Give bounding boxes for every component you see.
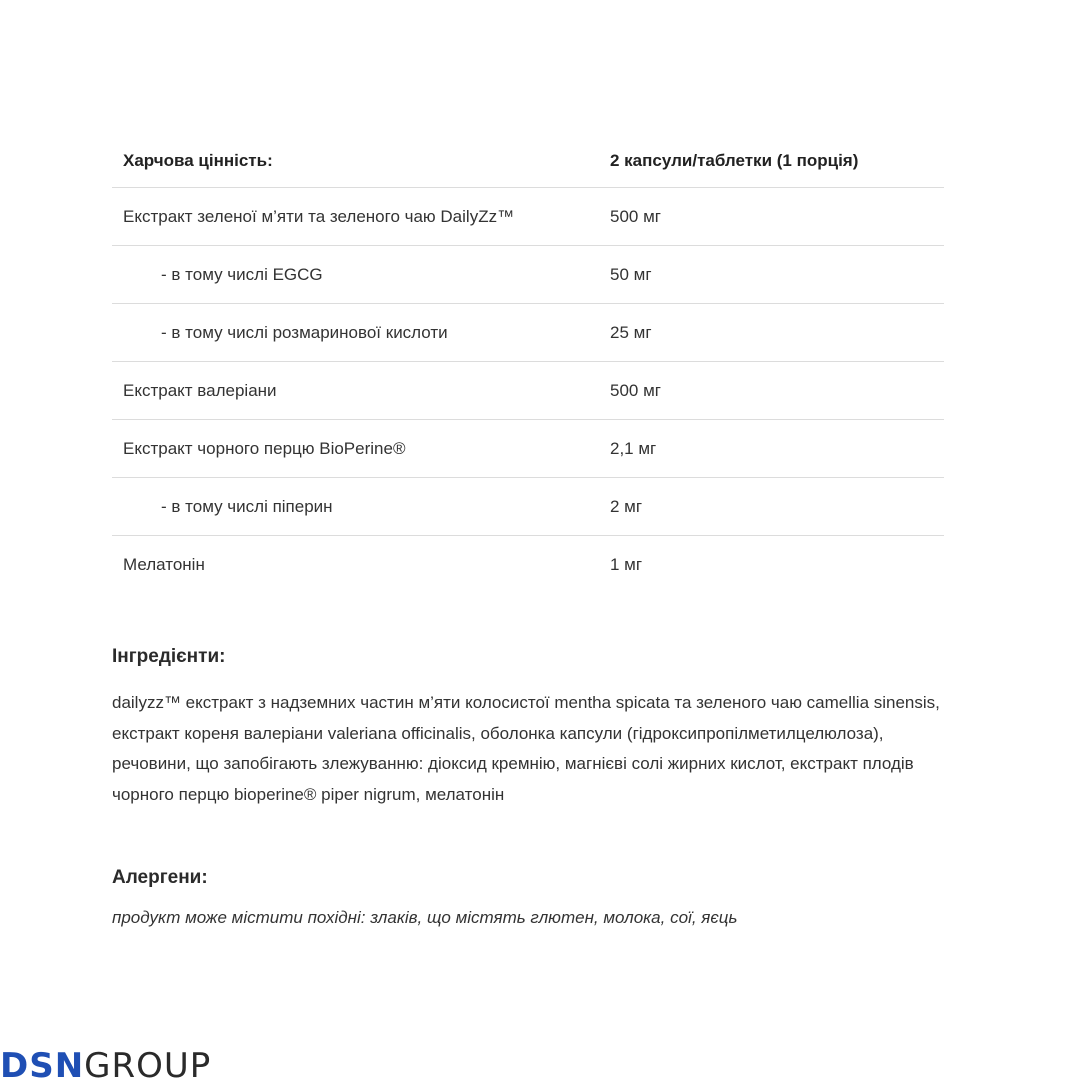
nutrient-name: Мелатонін <box>123 555 205 574</box>
table-row <box>112 478 944 536</box>
table-row <box>112 246 944 304</box>
nutrient-amount: 50 мг <box>610 264 652 284</box>
nutrient-amount: 1 мг <box>610 555 643 574</box>
dsn-group-logo <box>0 1046 211 1086</box>
allergens-text: продукт може містити похідні: злаків, що містять глютен, молока, сої, яєць <box>112 908 738 927</box>
table-row <box>112 536 944 594</box>
table-row <box>112 304 944 362</box>
nutrient-amount: 25 мг <box>610 322 652 342</box>
nutrient-amount: 500 мг <box>610 206 661 226</box>
nutrition-header-value: 2 капсули/таблетки (1 порція) <box>610 150 859 170</box>
ingredients-text: dailyzz™ екстракт з надземних частин м’яти колосистої mentha spicata та зеленого чаю camellia sinensis, екстракт кореня валеріани valeriana officinalis, оболонка капсули (гідроксипропілметилцелюлоза), речовини, що запобігають злежуванню: діоксид кремнію, магнієві солі жирних кислот, екстракт плодів чорного перцю bioperine® piper nigrum, мелатонін <box>112 693 940 804</box>
allergens-title: Алергени: <box>112 867 208 888</box>
nutrition-header-row <box>112 134 944 188</box>
nutrient-amount: 2 мг <box>610 496 643 516</box>
nutrition-header-label: Харчова цінність: <box>123 150 273 170</box>
nutrient-name: Екстракт чорного перцю BioPerine® <box>123 438 406 458</box>
nutrient-amount: 2,1 мг <box>610 438 657 458</box>
logo-part-group: GROUP <box>84 1046 212 1086</box>
nutrient-name: Екстракт зеленої м’яти та зеленого чаю DailyZz™ <box>123 206 515 226</box>
nutrient-name: - в тому числі EGCG <box>161 264 323 284</box>
table-row <box>112 420 944 478</box>
nutrient-name: Екстракт валеріани <box>123 380 277 400</box>
table-row <box>112 362 944 420</box>
table-row <box>112 188 944 246</box>
nutrient-name: - в тому числі розмаринової кислоти <box>161 322 448 342</box>
nutrient-name: - в тому числі піперин <box>161 496 333 516</box>
ingredients-title: Інгредієнти: <box>112 646 226 667</box>
logo-part-dsn: DSN <box>0 1046 85 1086</box>
nutrient-amount: 500 мг <box>610 380 661 400</box>
nutrition-table <box>112 134 944 594</box>
